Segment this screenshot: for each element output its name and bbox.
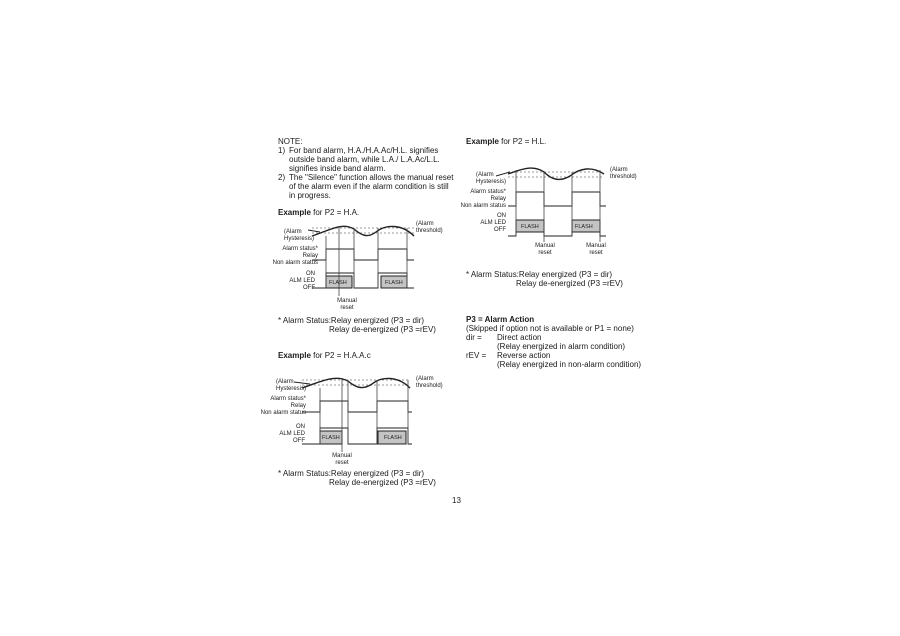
led-on-label: ON (497, 213, 506, 219)
hysteresis-label: (Alarm (284, 229, 302, 235)
note-item-1-line: For band alarm, H.A./H.A.Ac/H.L. signifies (289, 146, 439, 155)
threshold-label: (Alarm (416, 221, 434, 227)
timing-diagram-hl (500, 162, 610, 244)
flash-label: FLASH (575, 224, 593, 230)
led-on-label: ON (296, 424, 305, 430)
note-item-2-line: The "Silence" function allows the manual reset (289, 173, 454, 182)
p3-dir-value: Direct action (497, 333, 542, 342)
p3-rev-key: rEV = (466, 351, 487, 360)
flash-label: FLASH (329, 280, 347, 286)
note-item-2-line: in progress. (289, 191, 331, 200)
alarm-status-footnote: * Alarm Status:Relay energized (P3 = dir) (278, 316, 425, 325)
p3-subtitle: (Skipped if option not is available or P1 = none) (466, 324, 634, 333)
led-off-label: OFF (293, 438, 305, 444)
alm-led-label: ALM LED (480, 220, 506, 226)
alm-led-label: ALM LED (279, 431, 305, 437)
relay-label: Relay (302, 253, 318, 259)
relay-label: Relay (490, 196, 506, 202)
alarm-status-label: Alarm status* (470, 189, 506, 195)
note-item-1-line: outside band alarm, while L.A./ L.A.Ac/L.L. (289, 155, 440, 164)
p3-dir-note: (Relay energized in alarm condition) (497, 342, 626, 351)
hysteresis-label: Hysteresis) (476, 179, 507, 185)
non-alarm-status-label: Non alarm status (272, 260, 318, 266)
manual-reset-label: Manual (337, 298, 357, 304)
threshold-label: threshold) (416, 383, 443, 389)
non-alarm-status-label: Non alarm status (460, 203, 506, 209)
example-haac-heading: Example for P2 = H.A.A.c (278, 351, 371, 360)
alarm-status-label: Alarm status* (270, 396, 306, 402)
p3-rev-note: (Relay energized in non-alarm condition) (497, 360, 642, 369)
led-off-label: OFF (303, 285, 315, 291)
manual-reset-label: reset (335, 460, 349, 466)
example-ha-heading: Example for P2 = H.A. (278, 208, 360, 217)
threshold-label: (Alarm (610, 167, 628, 173)
note-item-1-line: signifies inside band alarm. (289, 164, 386, 173)
hysteresis-label: (Alarm (276, 379, 294, 385)
non-alarm-status-label: Non alarm status (260, 410, 306, 416)
alarm-status-label: Alarm status* (282, 246, 318, 252)
p3-dir-key: dir = (466, 333, 482, 342)
hysteresis-label: Hysteresis) (284, 236, 315, 242)
alarm-status-footnote: Relay de-energized (P3 =rEV) (329, 325, 436, 334)
flash-label: FLASH (384, 435, 402, 441)
note-item-1-number: 1) (278, 146, 286, 155)
manual-reset-label: Manual (586, 243, 606, 249)
threshold-label: (Alarm (416, 376, 434, 382)
flash-label: FLASH (322, 435, 340, 441)
p3-title: P3 = Alarm Action (466, 315, 535, 324)
flash-label: FLASH (385, 280, 403, 286)
note-item-2-number: 2) (278, 173, 286, 182)
hysteresis-label: (Alarm (476, 172, 494, 178)
manual-reset-label: Manual (332, 453, 352, 459)
page-number: 13 (452, 496, 461, 505)
alarm-status-footnote: * Alarm Status:Relay energized (P3 = dir) (466, 270, 613, 279)
alarm-status-footnote: * Alarm Status:Relay energized (P3 = dir) (278, 469, 425, 478)
note-item-2-line: of the alarm even if the alarm condition is still (289, 182, 449, 191)
manual-reset-label: Manual (535, 243, 555, 249)
flash-label: FLASH (521, 224, 539, 230)
note-title: NOTE: (278, 137, 303, 146)
threshold-label: threshold) (610, 174, 637, 180)
timing-diagram-haac (300, 370, 415, 452)
manual-reset-label: reset (589, 250, 603, 256)
alarm-status-footnote: Relay de-energized (P3 =rEV) (329, 478, 436, 487)
manual-reset-label: reset (340, 305, 354, 311)
alm-led-label: ALM LED (289, 278, 315, 284)
hysteresis-label: Hysteresis) (276, 386, 307, 392)
alarm-status-footnote: Relay de-energized (P3 =rEV) (516, 279, 623, 288)
threshold-label: threshold) (416, 228, 443, 234)
led-on-label: ON (306, 271, 315, 277)
led-off-label: OFF (494, 227, 506, 233)
manual-reset-label: reset (538, 250, 552, 256)
example-hl-heading: Example for P2 = H.L. (466, 137, 547, 146)
relay-label: Relay (290, 403, 306, 409)
timing-diagram-ha (310, 218, 420, 298)
p3-rev-value: Reverse action (497, 351, 551, 360)
